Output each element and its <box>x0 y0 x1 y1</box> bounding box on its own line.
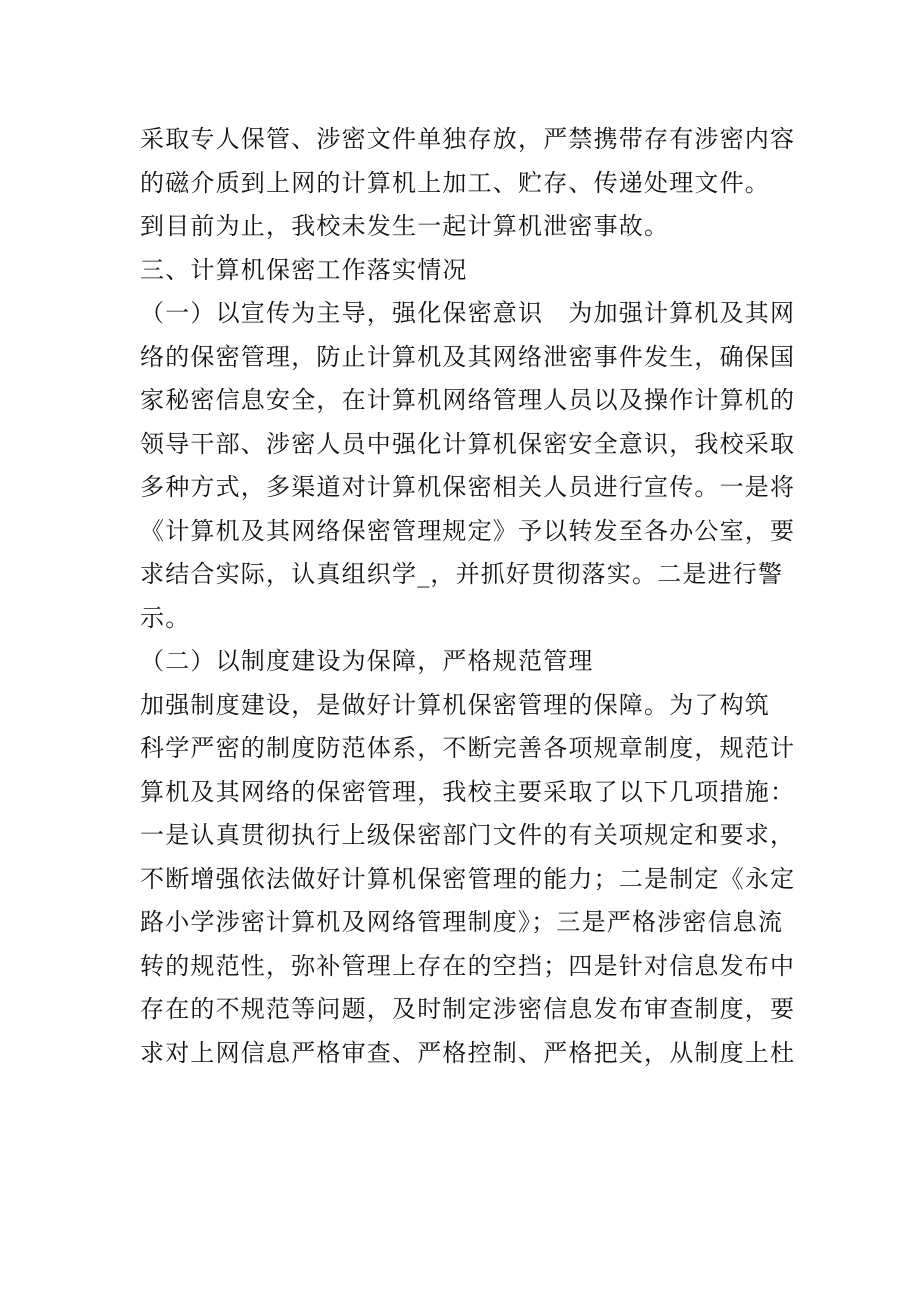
text-line: 《计算机及其网络保密管理规定》予以转发至各办公室，要 <box>140 516 796 545</box>
text-line: 求对上网信息严格审查、严格控制、严格把关，从制度上杜 <box>140 1038 796 1067</box>
section-heading: 三、计算机保密工作落实情况 <box>140 255 468 284</box>
text-line: 领导干部、涉密人员中强化计算机保密安全意识，我校采取 <box>140 429 796 458</box>
text-line: 到目前为止，我校未发生一起计算机泄密事故。 <box>140 212 670 240</box>
text-line: 算机及其网络的保密管理，我校主要采取了以下几项措施： <box>140 777 796 806</box>
text-line: 求结合实际，认真组织学_，并抓好贯彻落实。二是进行警 <box>140 560 784 588</box>
document-body <box>140 118 796 1075</box>
text-line: 多种方式，多渠道对计算机保密相关人员进行宣传。一是将 <box>140 473 796 501</box>
text-line: 的磁介质到上网的计算机上加工、贮存、传递处理文件。 <box>140 168 770 197</box>
text-line: 采取专人保管、涉密文件单独存放，严禁携带存有涉密内容 <box>140 125 796 153</box>
text-line: 存在的不规范等问题，及时制定涉密信息发布审查制度，要 <box>140 995 796 1023</box>
text-line: 家秘密信息安全，在计算机网络管理人员以及操作计算机的 <box>140 386 796 414</box>
text-line: 路小学涉密计算机及网络管理制度》；三是严格涉密信息流 <box>140 908 784 936</box>
text-line: 一是认真贯彻执行上级保密部门文件的有关项规定和要求， <box>140 821 796 849</box>
text-line: 科学严密的制度防范体系，不断完善各项规章制度，规范计 <box>140 734 796 762</box>
text-line: 转的规范性，弥补管理上存在的空挡；四是针对信息发布中 <box>140 951 796 980</box>
text-line: 不断增强依法做好计算机保密管理的能力；二是制定《永定 <box>140 864 796 893</box>
text-line: 示。 <box>140 603 191 632</box>
text-line: 加强制度建设，是做好计算机保密管理的保障。为了构筑 <box>140 690 770 719</box>
subsection-heading: （二）以制度建设为保障，严格规范管理 <box>140 647 594 675</box>
subsection-heading: （一）以宣传为主导，强化保密意识 为加强计算机及其网 <box>140 299 796 327</box>
text-line: 络的保密管理，防止计算机及其网络泄密事件发生，确保国 <box>140 342 796 371</box>
